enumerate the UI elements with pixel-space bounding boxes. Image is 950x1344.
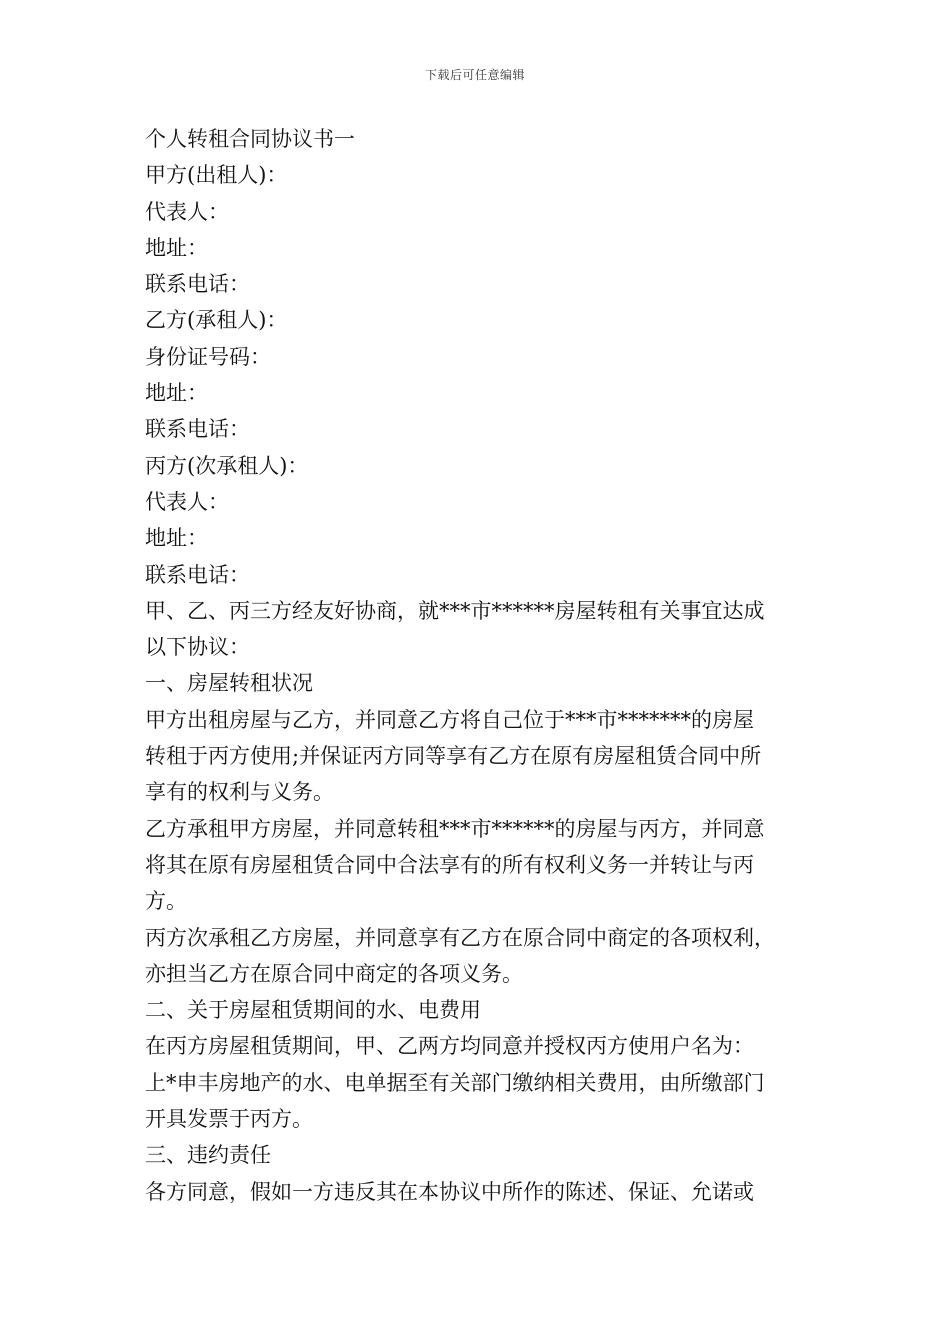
party-a-phone: 联系电话：	[145, 272, 250, 297]
paragraph-line: 开具发票于丙方。	[145, 1107, 313, 1132]
paragraph-line: 上*申丰房地产的水、电单据至有关部门缴纳相关费用，由所缴部门	[145, 1070, 765, 1095]
preamble-line: 甲、乙、丙三方经友好协商，就***市******房屋转租有关事宜达成	[145, 598, 765, 623]
section-heading-1: 一、房屋转租状况	[145, 671, 313, 696]
document-title: 个人转租合同协议书一	[145, 127, 355, 151]
document-body	[145, 121, 810, 1210]
party-c-representative: 代表人：	[145, 489, 229, 514]
party-c-address: 地址：	[145, 526, 208, 551]
paragraph-line: 丙方次承租乙方房屋，并同意享有乙方在原合同中商定的各项权利，	[145, 925, 775, 950]
party-b-phone: 联系电话：	[145, 417, 250, 442]
paragraph-line: 亦担当乙方在原合同中商定的各项义务。	[145, 961, 523, 986]
paragraph-line: 享有的权利与义务。	[145, 780, 334, 805]
party-b-address: 地址：	[145, 381, 208, 406]
paragraph-line: 将其在原有房屋租赁合同中合法享有的所有权利义务一并转让与丙	[145, 852, 754, 877]
party-a-representative: 代表人：	[145, 199, 229, 224]
header-note: 下载后可任意编辑	[424, 68, 525, 82]
party-b-id-number: 身份证号码：	[145, 344, 271, 369]
section-heading-3: 三、违约责任	[145, 1143, 271, 1168]
paragraph-line: 方。	[145, 889, 187, 914]
party-b-label: 乙方(承租人)：	[145, 308, 288, 333]
paragraph-line: 甲方出租房屋与乙方，并同意乙方将自己位于***市*******的房屋	[145, 707, 754, 732]
party-a-label: 甲方(出租人)：	[145, 163, 288, 188]
party-a-address: 地址：	[145, 235, 208, 260]
paragraph-line: 各方同意，假如一方违反其在本协议中所作的陈述、保证、允诺或	[145, 1179, 754, 1204]
party-c-label: 丙方(次承租人)：	[145, 453, 309, 478]
preamble-line: 以下协议：	[145, 635, 250, 660]
party-c-phone: 联系电话：	[145, 562, 250, 587]
paragraph-line: 转租于丙方使用;并保证丙方同等享有乙方在原有房屋租赁合同中所	[145, 744, 762, 769]
section-heading-2: 二、关于房屋租赁期间的水、电费用	[145, 998, 481, 1023]
paragraph-line: 在丙方房屋租赁期间，甲、乙两方均同意并授权丙方使用户名为：	[145, 1034, 754, 1059]
paragraph-line: 乙方承租甲方房屋，并同意转租***市******的房屋与丙方，并同意	[145, 816, 765, 841]
